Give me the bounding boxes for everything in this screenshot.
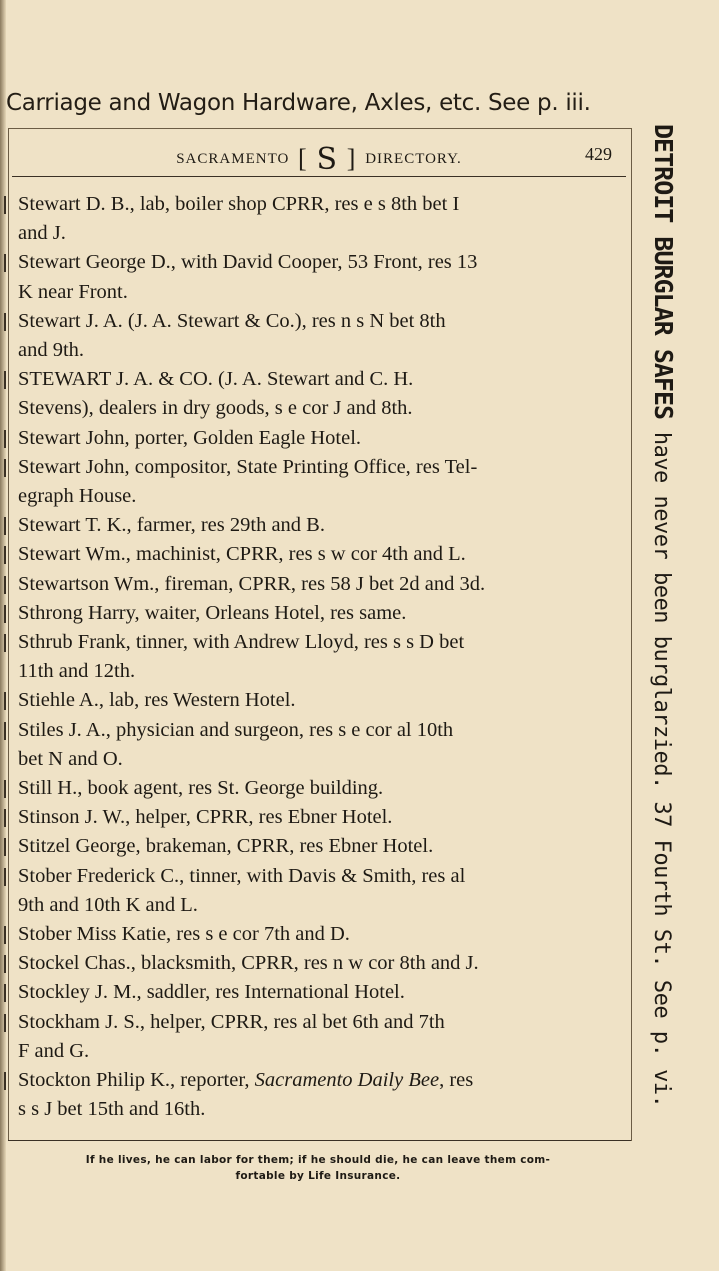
open-bracket: [	[298, 144, 308, 173]
margin-mark	[4, 926, 6, 944]
margin-mark	[4, 809, 6, 827]
entry-continuation-line: 9th and 10th K and L.	[18, 893, 198, 916]
margin-mark	[4, 196, 6, 214]
entry-line: STEWART J. A. & CO. (J. A. Stewart and C. H.	[18, 368, 414, 391]
footer-insurance-ad	[8, 1152, 628, 1184]
footer-line-1: If he lives, he can labor for them; if he should die, he can leave them com-	[85, 1154, 551, 1166]
directory-entry	[18, 862, 618, 920]
directory-entry	[18, 307, 618, 365]
top-advertisement-banner: Carriage and Wagon Hardware, Axles, etc. See p. iii.	[6, 90, 591, 116]
page-number: 429	[585, 144, 612, 164]
entry-continuation-line: K near Front.	[18, 280, 128, 303]
entry-line: Stewart D. B., lab, boiler shop CPRR, res e s 8th bet I	[18, 193, 460, 215]
directory-entry	[18, 716, 618, 774]
side-ad-brand: DETROIT BURGLAR SAFES	[649, 124, 678, 420]
directory-entries	[18, 190, 618, 1125]
side-ad-rest: have never been burglarzied. 37 Fourth St. See p. vi.	[649, 419, 674, 1108]
directory-entry	[18, 1008, 618, 1066]
running-head-directory: DIRECTORY.	[365, 151, 462, 167]
margin-mark	[4, 430, 6, 448]
entry-line: Sthrong Harry, waiter, Orleans Hotel, res same.	[18, 601, 407, 624]
directory-entry	[18, 774, 618, 803]
entry-line: Stewart John, compositor, State Printing Office, res Tel-	[18, 455, 478, 478]
running-head-city: SACRAMENTO	[176, 151, 290, 167]
directory-entry	[18, 803, 618, 832]
entry-continuation-line: Stevens), dealers in dry goods, s e cor J and 8th.	[18, 397, 413, 420]
entry-line: Sthrub Frank, tinner, with Andrew Lloyd, res s s D bet	[18, 631, 465, 654]
margin-mark	[4, 1014, 6, 1032]
margin-mark	[4, 692, 6, 710]
directory-entry	[18, 453, 618, 511]
directory-entry	[18, 570, 618, 599]
newspaper-name: Sacramento Daily Bee	[254, 1069, 440, 1092]
side-advertisement	[641, 124, 681, 1144]
margin-mark	[4, 722, 6, 740]
close-bracket: ]	[346, 144, 357, 173]
directory-entry	[18, 978, 618, 1007]
entry-line: Stitzel George, brakeman, CPRR, res Ebner Hotel.	[18, 835, 434, 858]
margin-mark	[4, 1072, 6, 1090]
margin-mark	[4, 868, 6, 886]
entry-continuation-line: and 9th.	[18, 339, 85, 362]
entry-line: Stockley J. M., saddler, res International Hotel.	[18, 981, 405, 1004]
margin-mark	[4, 313, 6, 331]
entry-line: Stober Frederick C., tinner, with Davis & Smith, res al	[18, 864, 466, 887]
entry-continuation-line: and J.	[18, 222, 66, 245]
margin-mark	[4, 546, 6, 564]
section-letter: S	[316, 142, 339, 177]
entry-line: Stober Miss Katie, res s e cor 7th and D.	[18, 923, 350, 946]
margin-mark	[4, 984, 6, 1002]
directory-entry	[18, 190, 618, 248]
margin-mark	[4, 459, 6, 477]
margin-mark	[4, 576, 6, 594]
margin-mark	[4, 838, 6, 856]
directory-entry	[18, 365, 618, 423]
entry-line: Stewart J. A. (J. A. Stewart & Co.), res n s N bet 8th	[18, 309, 446, 332]
entry-line: Stockton Philip K., reporter, Sacramento Daily Bee, res	[18, 1069, 474, 1092]
directory-entry	[18, 1066, 618, 1124]
running-head	[12, 140, 626, 177]
directory-entry	[18, 832, 618, 861]
entry-continuation-line: egraph House.	[18, 485, 137, 508]
margin-mark	[4, 634, 6, 652]
margin-mark	[4, 254, 6, 272]
entry-line: Stiles J. A., physician and surgeon, res s e cor al 10th	[18, 718, 454, 741]
margin-mark	[4, 955, 6, 973]
entry-line: Stewart Wm., machinist, CPRR, res s w cor 4th and L.	[18, 543, 466, 566]
entry-line: Stewart T. K., farmer, res 29th and B.	[18, 514, 325, 537]
directory-entry	[18, 424, 618, 453]
directory-entry	[18, 920, 618, 949]
entry-line: Stewart George D., with David Cooper, 53 Front, res 13	[18, 251, 478, 274]
directory-entry	[18, 599, 618, 628]
directory-entry	[18, 248, 618, 306]
entry-continuation-line: F and G.	[18, 1039, 90, 1062]
entry-line: Still H., book agent, res St. George building.	[18, 777, 384, 800]
entry-line: Stewart John, porter, Golden Eagle Hotel.	[18, 426, 362, 449]
directory-entry	[18, 540, 618, 569]
entry-line: Stockel Chas., blacksmith, CPRR, res n w cor 8th and J.	[18, 952, 479, 975]
entry-continuation-line: bet N and O.	[18, 747, 123, 770]
entry-line: Stockham J. S., helper, CPRR, res al bet 6th and 7th	[18, 1010, 445, 1033]
entry-line: Stiehle A., lab, res Western Hotel.	[18, 689, 296, 712]
directory-entry	[18, 686, 618, 715]
directory-entry	[18, 511, 618, 540]
entry-line: Stinson J. W., helper, CPRR, res Ebner Hotel.	[18, 806, 393, 829]
footer-line-2: fortable by Life Insurance.	[235, 1170, 401, 1182]
directory-entry	[18, 628, 618, 686]
margin-mark	[4, 780, 6, 798]
running-head-title	[12, 142, 626, 177]
side-advertisement-text	[643, 124, 681, 1107]
margin-mark	[4, 371, 6, 389]
margin-mark	[4, 605, 6, 623]
directory-entry	[18, 949, 618, 978]
margin-mark	[4, 517, 6, 535]
bottom-rule	[8, 1140, 631, 1141]
entry-line: Stewartson Wm., fireman, CPRR, res 58 J bet 2d and 3d.	[18, 572, 486, 595]
entry-continuation-line: 11th and 12th.	[18, 660, 136, 683]
entry-continuation-line: s s J bet 15th and 16th.	[18, 1098, 206, 1121]
